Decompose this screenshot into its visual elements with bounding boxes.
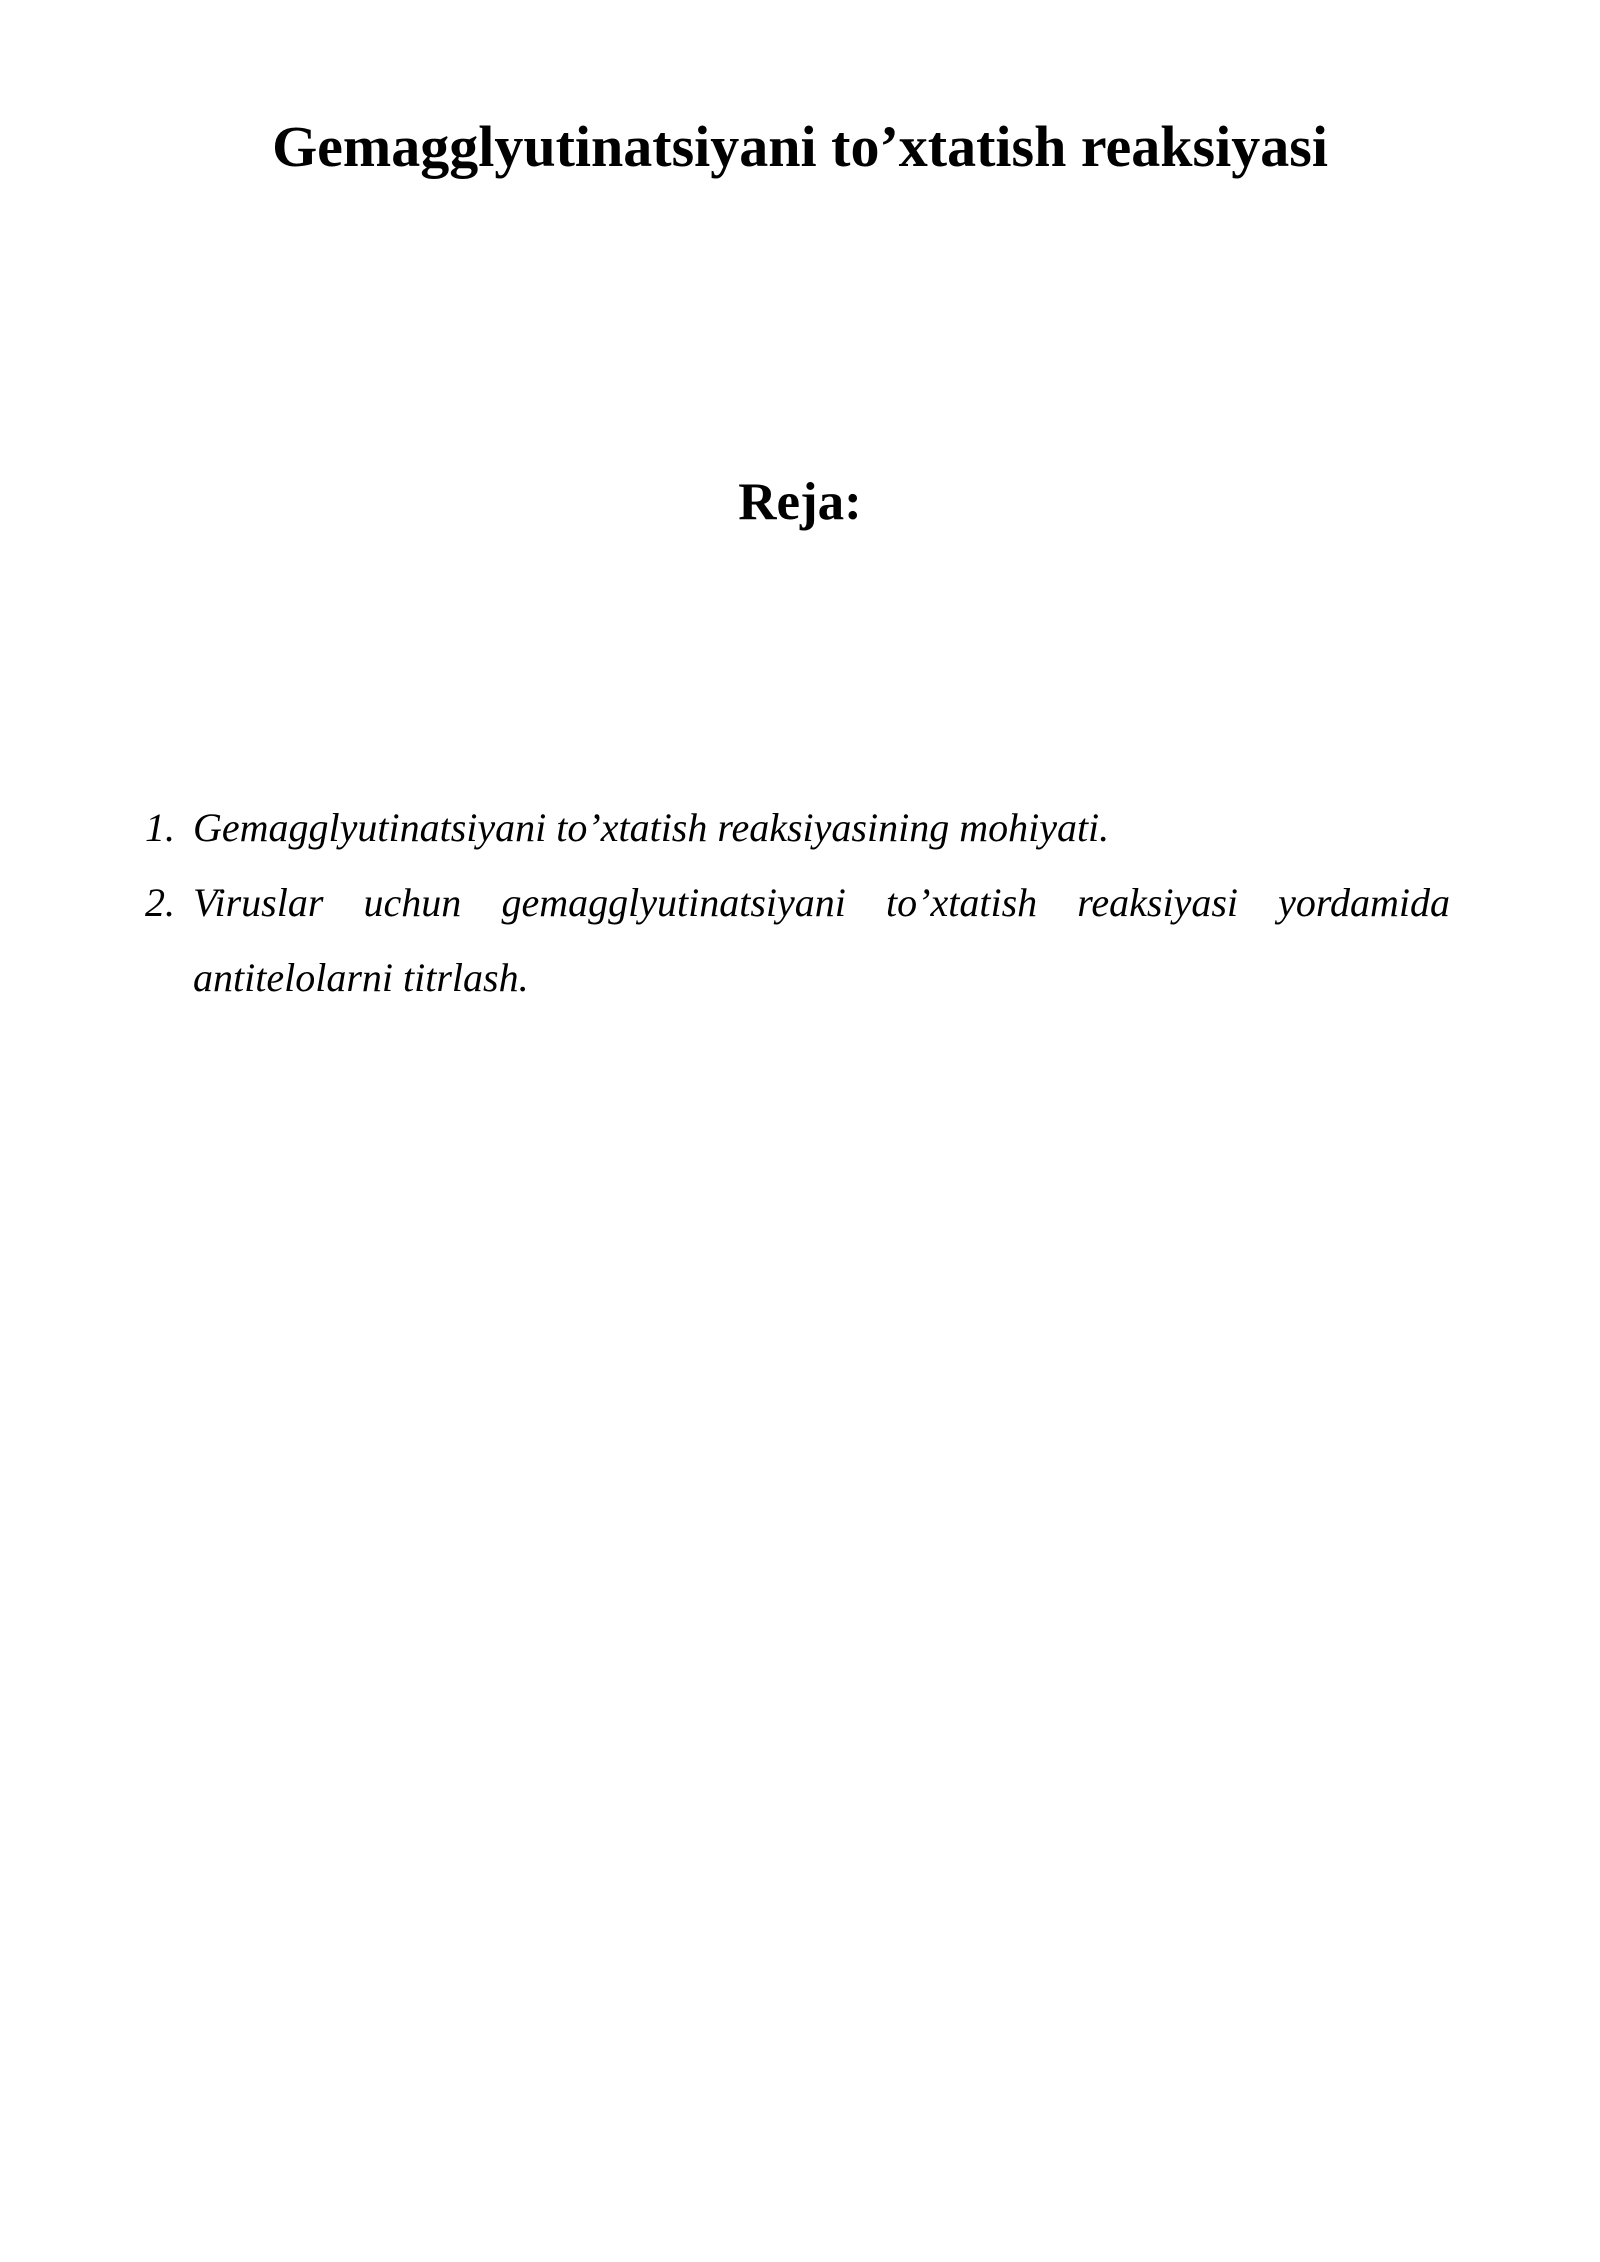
plan-item-2 xyxy=(0,865,1600,1015)
document-title: Gemagglyutinatsiyani to’xtatish reaksiyasi xyxy=(272,114,1328,179)
plan-item-number: 2. xyxy=(145,880,175,925)
plan-item-text: Gemagglyutinatsiyani to’xtatish reaksiyasining mohiyati. xyxy=(193,805,1110,850)
plan-item-1 xyxy=(0,790,1600,865)
plan-item-number: 1. xyxy=(145,805,175,850)
plan-item-text: Viruslar uchun gemagglyutinatsiyani to’xtatish reaksiyasi yordamida antitelolarni titrlash. xyxy=(193,880,1450,1000)
plan-heading: Reja: xyxy=(738,473,862,531)
plan-list xyxy=(0,790,1600,1015)
